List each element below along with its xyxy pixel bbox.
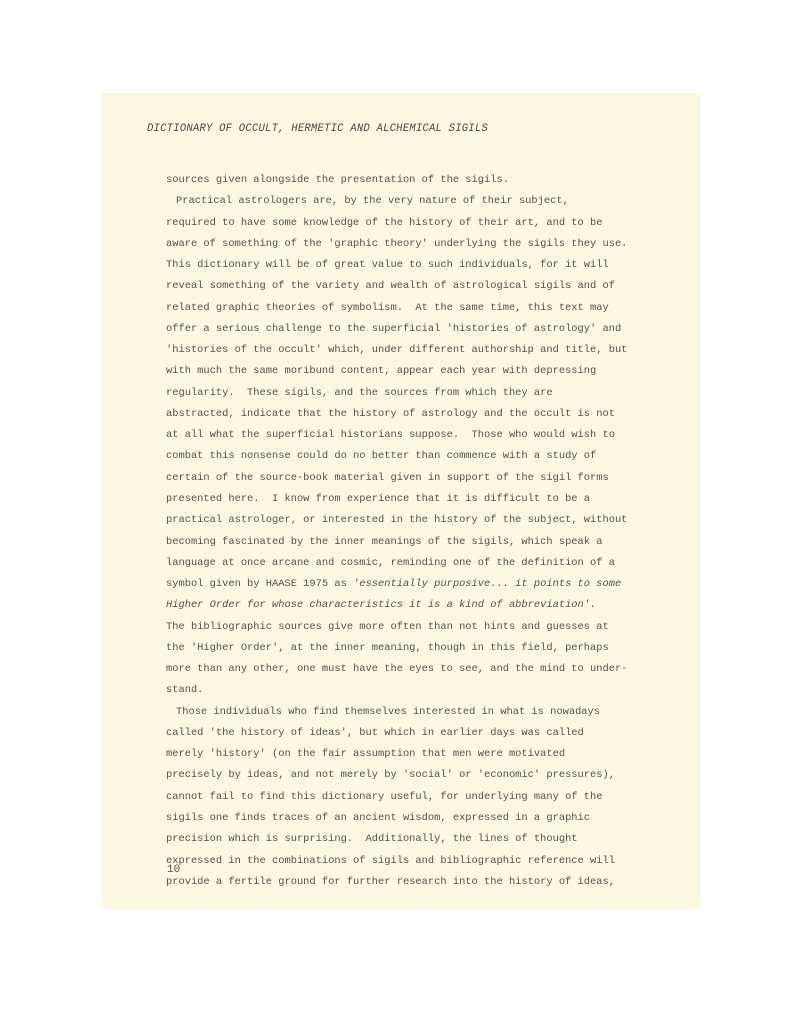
text-line: presented here. I know from experience that it is difficult to be a [166, 492, 591, 505]
quote-italic: 'essentially purposive... it points to some [353, 578, 622, 591]
text-line: sources given alongside the presentation of the sigils. [166, 174, 509, 186]
text-line: regularity. These sigils, and the sources from which they are [166, 386, 553, 399]
text-line: offer a serious challenge to the superficial 'histories of astrology' and [166, 322, 622, 335]
text-line: called 'the history of ideas', but which in earlier days was called [166, 726, 584, 739]
text-line: expressed in the combinations of sigils and bibliographic reference will [166, 854, 615, 867]
text-line: precisely by ideas, and not merely by 'social' or 'economic' pressures), [166, 769, 615, 782]
text-line: cannot fail to find this dictionary useful, for underlying many of the [166, 790, 603, 803]
text-line: at all what the superficial historians suppose. Those who would wish to [166, 429, 615, 442]
text-line: certain of the source-book material given in support of the sigil forms [166, 471, 609, 484]
text-line: sigils one finds traces of an ancient wisdom, expressed in a graphic [166, 811, 591, 824]
text-line: combat this nonsense could do no better than commence with a study of [166, 450, 597, 463]
text-line: precision which is surprising. Additionally, the lines of thought [166, 833, 578, 846]
text-line-mixed [166, 574, 696, 595]
text-line: provide a fertile ground for further research into the history of ideas, [166, 875, 615, 888]
text-line: more than any other, one must have the eyes to see, and the mind to under- [166, 663, 628, 676]
text-line: related graphic theories of symbolism. At the same time, this text may [166, 301, 609, 314]
text-segment: symbol given by HAASE 1975 as [166, 578, 354, 591]
text-line: language at once arcane and cosmic, reminding one of the definition of a [166, 556, 615, 569]
body-text [166, 170, 696, 893]
text-line: Those individuals who find themselves interested in what is nowadays [176, 705, 601, 718]
text-line: stand. [166, 684, 204, 697]
text-line: abstracted, indicate that the history of astrology and the occult is not [166, 407, 615, 420]
text-line: The bibliographic sources give more often than not hints and guesses at [166, 620, 609, 633]
text-line: merely 'history' (on the fair assumption that men were motivated [166, 748, 566, 761]
text-line: required to have some knowledge of the history of their art, and to be [166, 216, 603, 229]
text-line: Practical astrologers are, by the very nature of their subject, [176, 195, 569, 208]
text-line: reveal something of the variety and wealth of astrological sigils and of [166, 280, 615, 293]
text-line: practical astrologer, or interested in the history of the subject, without [166, 514, 628, 527]
text-line: the 'Higher Order', at the inner meaning, though in this field, perhaps [166, 641, 609, 654]
text-line: This dictionary will be of great value to such individuals, for it will [166, 259, 609, 272]
text-line: becoming fascinated by the inner meanings of the sigils, which speak a [166, 535, 603, 548]
text-line: 'histories of the occult' which, under different authorship and title, but [166, 344, 628, 357]
document-page [102, 93, 700, 909]
text-line: with much the same moribund content, appear each year with depressing [166, 365, 597, 378]
running-header: DICTIONARY OF OCCULT, HERMETIC AND ALCHEMICAL SIGILS [147, 123, 488, 135]
text-line: aware of something of the 'graphic theory' underlying the sigils they use. [166, 237, 628, 250]
text-line-italic: Higher Order for whose characteristics it is a kind of abbreviation'. [166, 599, 597, 612]
page-number: 10 [167, 864, 181, 876]
